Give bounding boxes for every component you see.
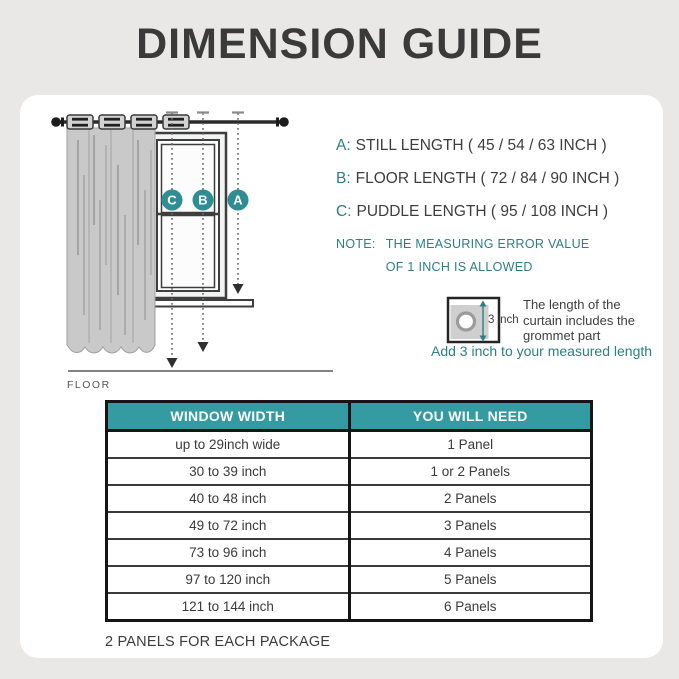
note-text — [386, 233, 590, 279]
table-row — [107, 458, 592, 485]
table-row — [107, 539, 592, 566]
curtain-panel — [67, 128, 155, 353]
cell-window-width: 30 to 39 inch — [107, 458, 350, 485]
cell-window-width: 121 to 144 inch — [107, 593, 350, 621]
svg-text:A: A — [233, 192, 243, 208]
marker-c — [162, 190, 183, 211]
curtain-diagram — [30, 105, 340, 395]
cell-panels: 5 Panels — [349, 566, 592, 593]
grommet-size-label: 3 inch — [488, 314, 519, 326]
table-row — [107, 431, 592, 459]
header-you-will-need: YOU WILL NEED — [349, 402, 592, 431]
cell-window-width: 97 to 120 inch — [107, 566, 350, 593]
measurement-c-text: PUDDLE LENGTH ( 95 / 108 INCH ) — [356, 203, 609, 220]
svg-text:B: B — [198, 192, 208, 208]
grommet-description: The length of the curtain includes the grommet part — [523, 297, 636, 343]
cell-panels: 4 Panels — [349, 539, 592, 566]
cell-window-width: up to 29inch wide — [107, 431, 350, 459]
table-row — [107, 566, 592, 593]
cell-panels: 1 or 2 Panels — [349, 458, 592, 485]
page-title: DIMENSION GUIDE — [136, 20, 543, 68]
cell-panels: 2 Panels — [349, 485, 592, 512]
cell-panels: 1 Panel — [349, 431, 592, 459]
cell-window-width: 40 to 48 inch — [107, 485, 350, 512]
table-row — [107, 512, 592, 539]
measuring-note — [336, 233, 590, 279]
content-card — [20, 95, 663, 658]
svg-text:C: C — [167, 192, 177, 208]
measurement-legend — [336, 129, 619, 228]
cell-window-width: 73 to 96 inch — [107, 539, 350, 566]
cell-panels: 6 Panels — [349, 593, 592, 621]
floor-label: FLOOR — [67, 379, 111, 391]
grommet-ring-icon — [458, 313, 475, 330]
table-row — [107, 485, 592, 512]
measurement-a-text: STILL LENGTH ( 45 / 54 / 63 INCH ) — [355, 137, 607, 154]
measurement-b — [336, 162, 619, 195]
cell-window-width: 49 to 72 inch — [107, 512, 350, 539]
measurement-b-key: B: — [336, 170, 351, 187]
cell-panels: 3 Panels — [349, 512, 592, 539]
grommet-tip: Add 3 inch to your measured length — [431, 343, 653, 359]
package-note: 2 PANELS FOR EACH PACKAGE — [105, 634, 331, 650]
note-line2: OF 1 INCH IS ALLOWED — [385, 260, 533, 274]
measurement-c — [336, 195, 619, 228]
measurement-b-text: FLOOR LENGTH ( 72 / 84 / 90 INCH ) — [355, 170, 620, 187]
header-window-width: WINDOW WIDTH — [107, 402, 350, 431]
note-label: NOTE: — [336, 237, 376, 251]
measurement-c-key: C: — [336, 203, 352, 220]
table-header-row — [107, 402, 592, 431]
marker-b — [193, 190, 214, 211]
table-row — [107, 593, 592, 621]
marker-a — [228, 190, 249, 211]
note-line1: THE MEASURING ERROR VALUE — [385, 237, 590, 251]
measurement-a-key: A: — [336, 137, 351, 154]
measurement-a — [336, 129, 619, 162]
panel-count-table — [105, 400, 593, 622]
